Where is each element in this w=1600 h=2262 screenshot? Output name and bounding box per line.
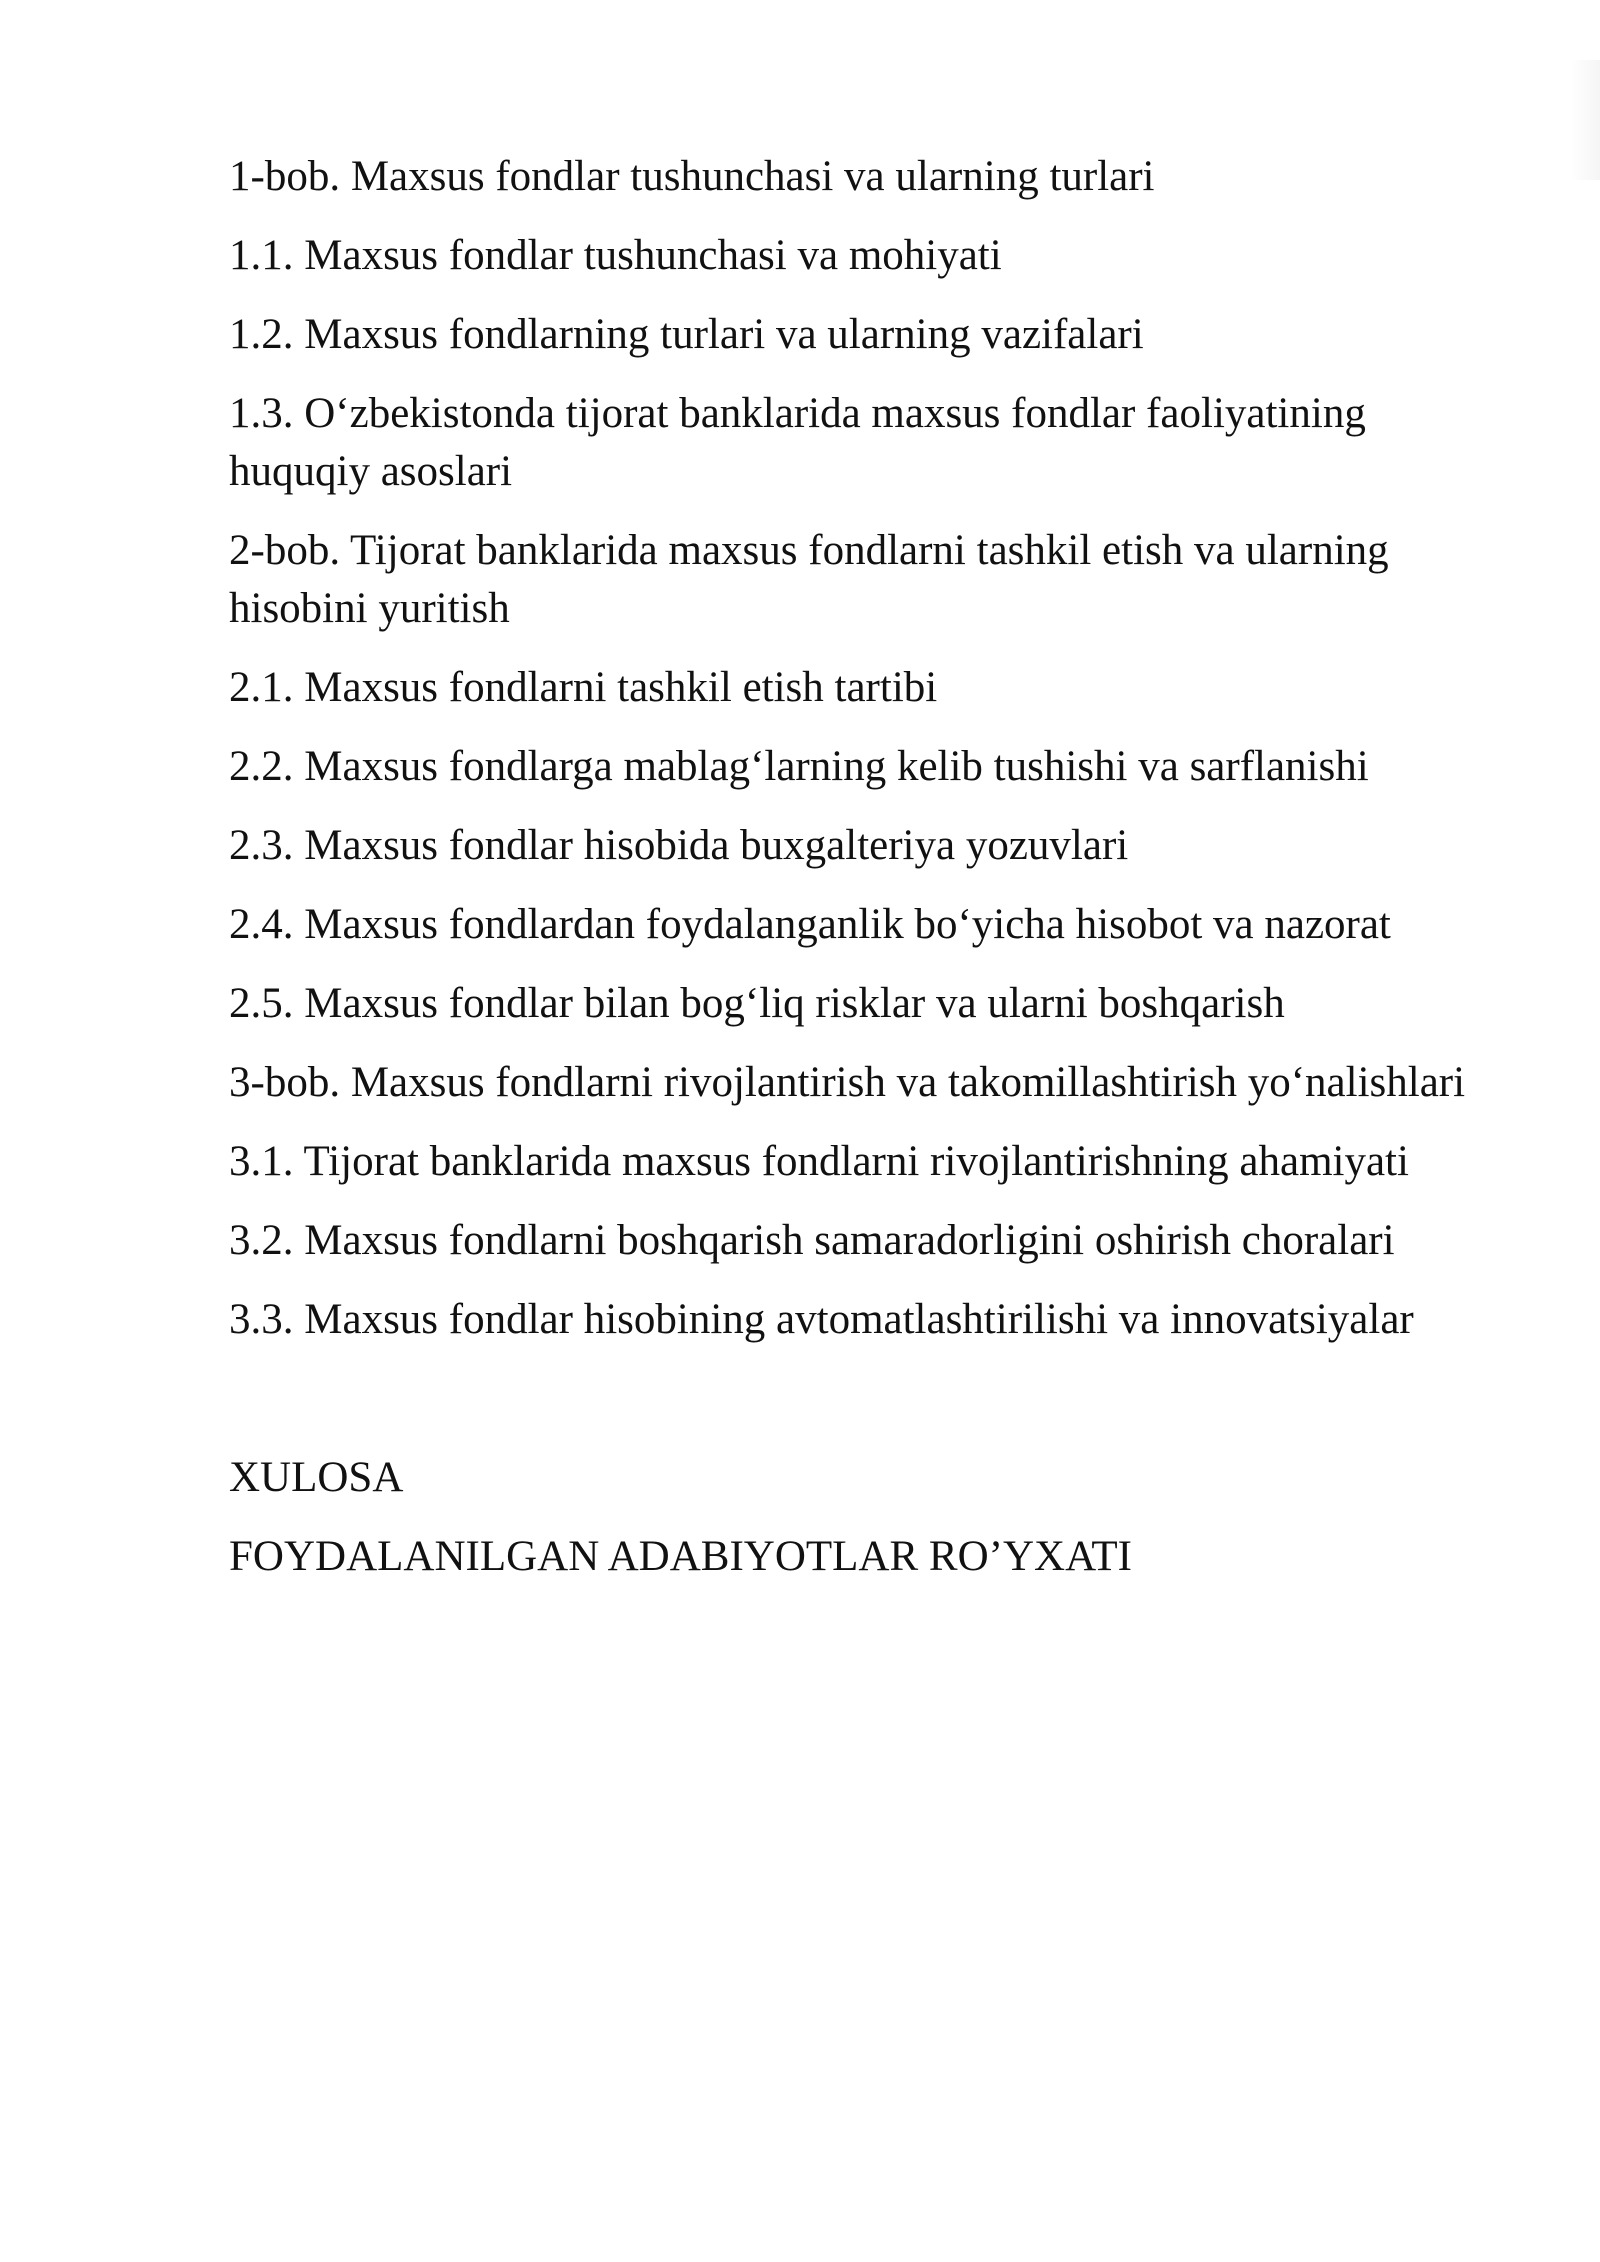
toc-section-1-3: 1.3. O‘zbekistonda tijorat banklarida maxsus fondlar faoliyatining huquqiy asoslari — [229, 390, 1366, 495]
toc-section-2-3: 2.3. Maxsus fondlar hisobida buxgalteriya yozuvlari — [229, 822, 1129, 869]
toc-conclusion: XULOSA — [229, 1454, 404, 1501]
toc-section-2-5: 2.5. Maxsus fondlar bilan bog‘liq risklar va ularni boshqarish — [229, 980, 1285, 1027]
toc-section-2-2: 2.2. Maxsus fondlarga mablag‘larning kelib tushishi va sarflanishi — [229, 743, 1369, 790]
toc-section-3-3: 3.3. Maxsus fondlar hisobining avtomatlashtirilishi va innovatsiyalar — [229, 1296, 1414, 1343]
table-of-contents — [229, 148, 1479, 1607]
toc-references: FOYDALANILGAN ADABIYOTLAR RO’YXATI — [229, 1533, 1132, 1580]
toc-section-1-1: 1.1. Maxsus fondlar tushunchasi va mohiyati — [229, 232, 1002, 279]
toc-section-1-2: 1.2. Maxsus fondlarning turlari va ularning vazifalari — [229, 311, 1144, 358]
toc-section-3-1: 3.1. Tijorat banklarida maxsus fondlarni rivojlantirishning ahamiyati — [229, 1138, 1409, 1185]
toc-chapter-1: 1-bob. Maxsus fondlar tushunchasi va ularning turlari — [229, 153, 1155, 200]
toc-chapter-2: 2-bob. Tijorat banklarida maxsus fondlarni tashkil etish va ularning hisobini yuritish — [229, 527, 1389, 632]
page-edge-shadow — [1570, 60, 1600, 180]
toc-chapter-3: 3-bob. Maxsus fondlarni rivojlantirish va takomillashtirish yo‘nalishlari — [229, 1059, 1466, 1106]
toc-section-2-1: 2.1. Maxsus fondlarni tashkil etish tartibi — [229, 664, 938, 711]
toc-section-3-2: 3.2. Maxsus fondlarni boshqarish samaradorligini oshirish choralari — [229, 1217, 1395, 1264]
toc-section-2-4: 2.4. Maxsus fondlardan foydalanganlik bo‘yicha hisobot va nazorat — [229, 901, 1391, 948]
